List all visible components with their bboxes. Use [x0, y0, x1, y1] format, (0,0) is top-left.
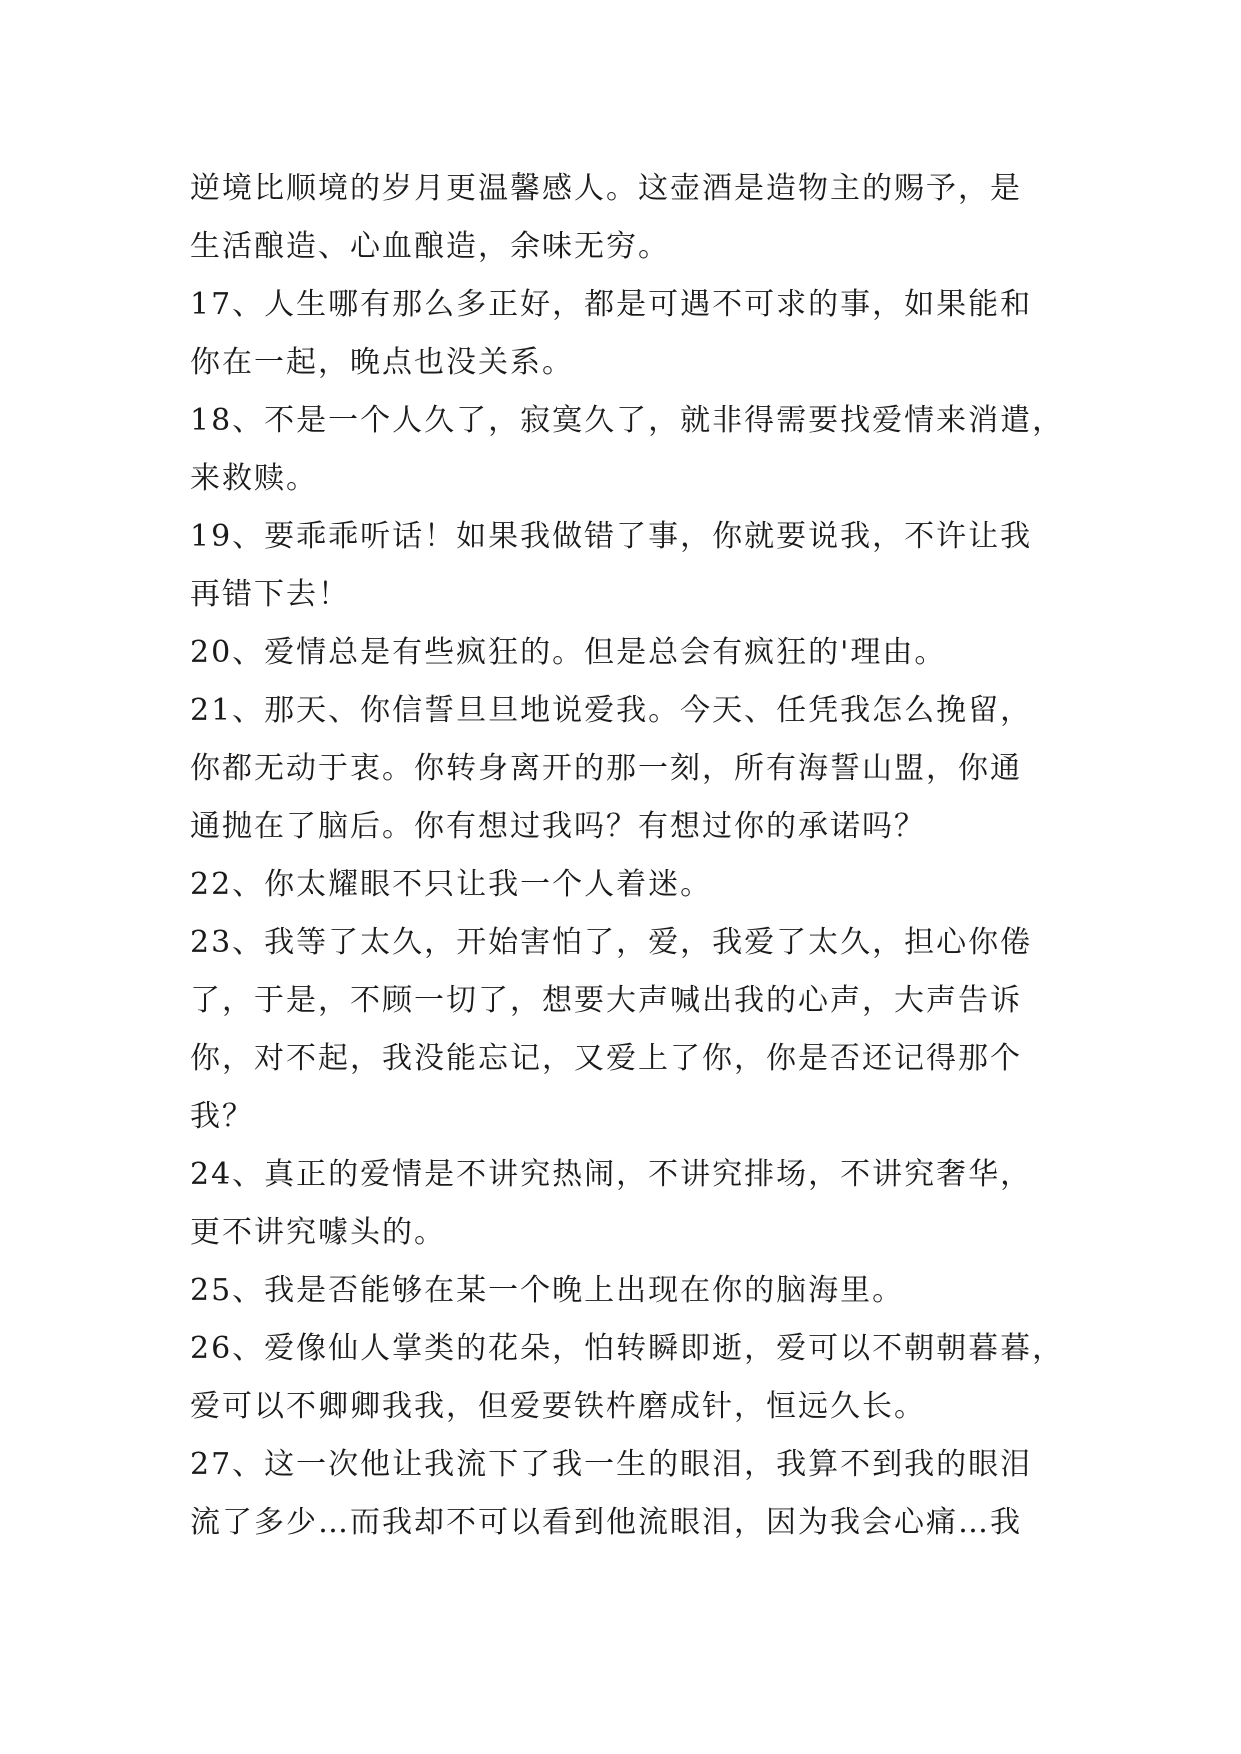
text-line: 27、这一次他让我流下了我一生的眼泪，我算不到我的眼泪: [190, 1447, 1033, 1482]
text-line: 再错下去！: [190, 577, 350, 612]
text-line: 26、爱像仙人掌类的花朵，怕转瞬即逝，爱可以不朝朝暮暮，: [190, 1331, 1065, 1366]
text-line: 18、不是一个人久了，寂寞久了，就非得需要找爱情来消遣，: [190, 403, 1065, 438]
text-line: 我？: [190, 1099, 254, 1134]
text-line: 20、爱情总是有些疯狂的。但是总会有疯狂的'理由。: [190, 635, 947, 670]
text-line: 19、要乖乖听话！如果我做错了事，你就要说我，不许让我: [190, 519, 1033, 554]
text-line: 生活酿造、心血酿造，余味无穷。: [190, 229, 670, 264]
text-line: 爱可以不卿卿我我，但爱要铁杵磨成针，恒远久长。: [190, 1389, 926, 1424]
text-line: 更不讲究噱头的。: [190, 1215, 446, 1250]
document-body: [190, 160, 1080, 1552]
text-line: 17、人生哪有那么多正好，都是可遇不可求的事，如果能和: [190, 287, 1033, 322]
text-line: 来救赎。: [190, 461, 318, 496]
text-line: 了，于是，不顾一切了，想要大声喊出我的心声，大声告诉: [190, 983, 1022, 1018]
text-line: 你，对不起，我没能忘记，又爱上了你，你是否还记得那个: [190, 1041, 1022, 1076]
text-line: 逆境比顺境的岁月更温馨感人。这壶酒是造物主的赐予，是: [190, 171, 1022, 206]
text-line: 23、我等了太久，开始害怕了，爱，我爱了太久，担心你倦: [190, 925, 1033, 960]
text-line: 通抛在了脑后。你有想过我吗？有想过你的承诺吗？: [190, 809, 926, 844]
text-line: 你在一起，晚点也没关系。: [190, 345, 574, 380]
text-line: 你都无动于衷。你转身离开的那一刻，所有海誓山盟，你通: [190, 751, 1022, 786]
text-line: 21、那天、你信誓旦旦地说爱我。今天、任凭我怎么挽留，: [190, 693, 1033, 728]
text-line: 22、你太耀眼不只让我一个人着迷。: [190, 867, 713, 902]
text-line: 25、我是否能够在某一个晚上出现在你的脑海里。: [190, 1273, 905, 1308]
text-line: 流了多少…而我却不可以看到他流眼泪，因为我会心痛…我: [190, 1505, 1022, 1540]
text-line: 24、真正的爱情是不讲究热闹，不讲究排场，不讲究奢华，: [190, 1157, 1033, 1192]
